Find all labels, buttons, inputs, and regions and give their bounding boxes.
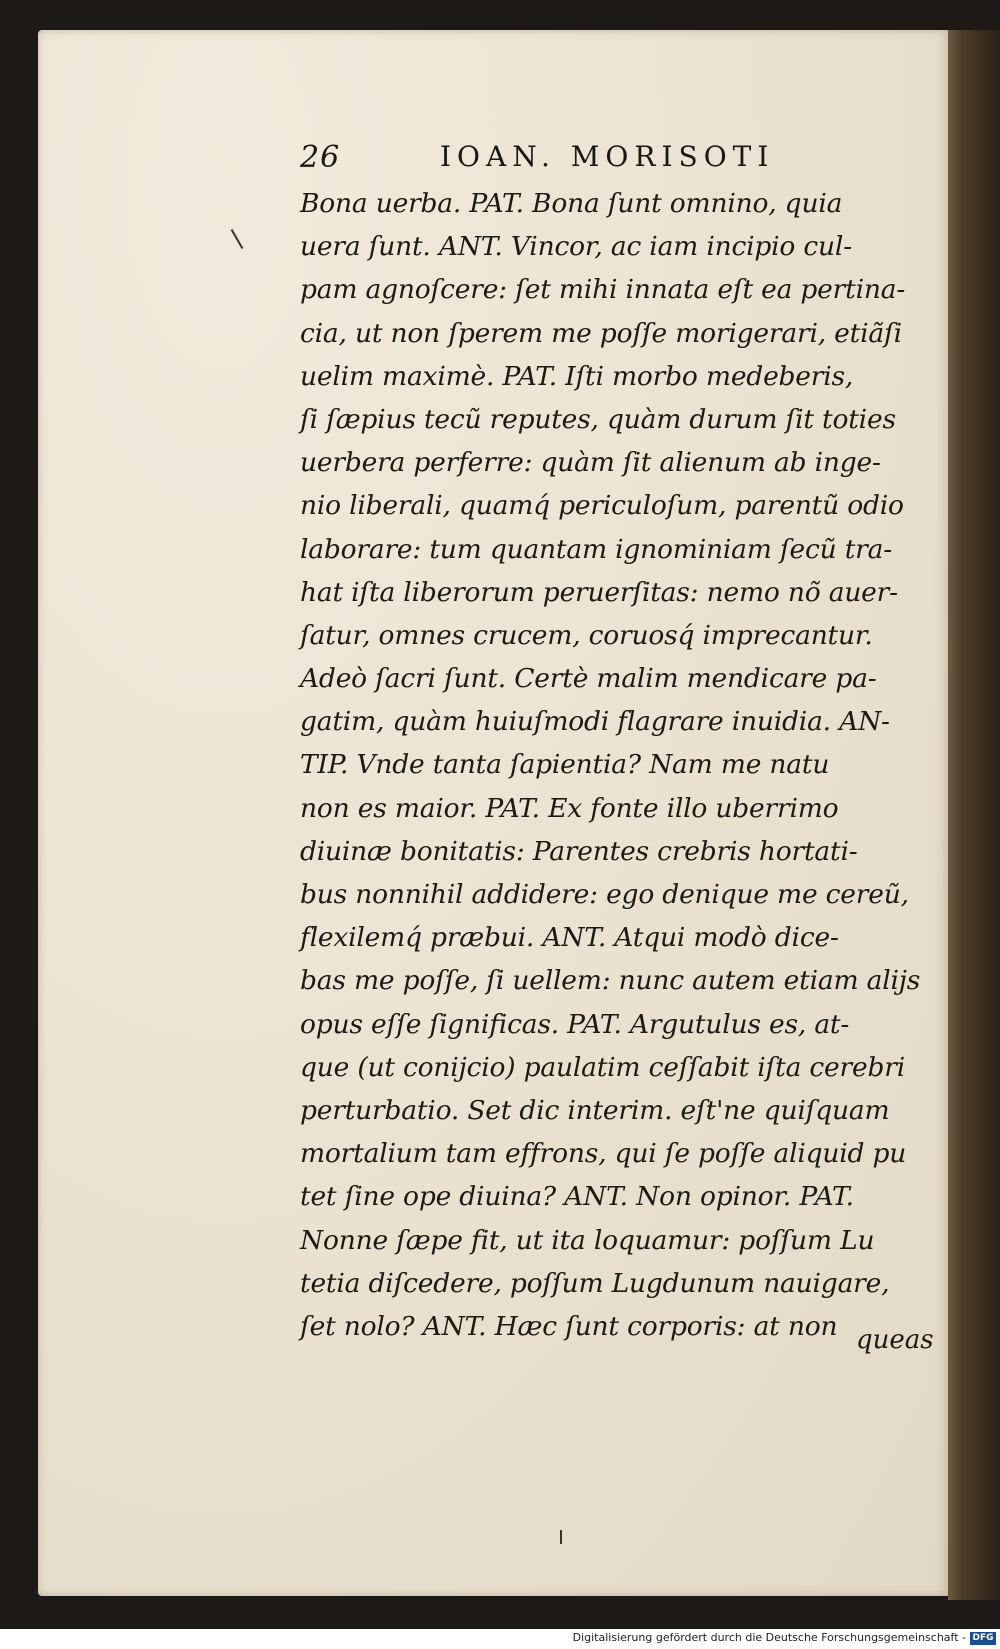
signature-mark bbox=[560, 1530, 562, 1544]
funding-credit: Digitalisierung gefördert durch die Deutsche Forschungsgemeinschaft - bbox=[572, 1631, 966, 1644]
text-line: Nonne ſæpe fit, ut ita loquamur: poſſum Lu bbox=[300, 1224, 875, 1256]
text-line: gatim, quàm huiuſmodi flagrare inuidia. AN- bbox=[300, 706, 890, 738]
text-line: opus eſſe ſignificas. PAT. Argutulus es, at- bbox=[300, 1008, 850, 1040]
dfg-logo-icon: DFG bbox=[970, 1632, 996, 1645]
catchword: queas bbox=[856, 1325, 934, 1355]
running-title: IOAN. MORISOTI bbox=[440, 140, 775, 173]
text-line: que (ut conijcio) paulatim ceſſabit iſta cerebri bbox=[300, 1051, 905, 1083]
text-line: tetia diſcedere, poſſum Lugdunum nauigare, bbox=[300, 1267, 890, 1299]
text-line: bas me poſſe, ſi uellem: nunc autem etiam alijs bbox=[300, 965, 921, 997]
text-line: ſi ſæpius tecũ reputes, quàm durum ſit toties bbox=[300, 403, 896, 435]
text-line: nio liberali, quamq́ periculoſum, parentũ odio bbox=[300, 490, 904, 522]
page-edge bbox=[948, 30, 1000, 1600]
text-line: bus nonnihil addidere: ego denique me cereũ, bbox=[300, 879, 909, 910]
running-head bbox=[300, 140, 820, 180]
text-line: cia, ut non ſperem me poſſe morigerari, etiãſi bbox=[300, 317, 902, 349]
text-line: Adeò ſacri ſunt. Certè malim mendicare pa- bbox=[300, 663, 877, 695]
text-line: uelim maximè. PAT. Iſti morbo medeberis, bbox=[300, 360, 854, 392]
footer-bar bbox=[0, 1629, 1000, 1649]
text-line: Bona uerba. PAT. Bona ſunt omnino, quia bbox=[300, 188, 843, 219]
text-line: uera ſunt. ANT. Vincor, ac iam incipio cul- bbox=[300, 231, 852, 263]
text-line: laborare: tum quantam ignominiam ſecũ tra- bbox=[300, 533, 892, 565]
text-line: flexilemq́ præbui. ANT. Atqui modò dice- bbox=[300, 922, 839, 954]
text-line: TIP. Vnde tanta ſapientia? Nam me natu bbox=[300, 749, 830, 781]
text-line: non es maior. PAT. Ex fonte illo uberrimo bbox=[300, 792, 839, 824]
text-line: mortalium tam effrons, qui ſe poſſe aliquid pu bbox=[300, 1138, 907, 1170]
text-line: ſet nolo? ANT. Hæc ſunt corporis: at non bbox=[300, 1310, 838, 1342]
page-number: 26 bbox=[300, 140, 341, 175]
text-line: uerbera perferre: quàm ſit alienum ab inge- bbox=[300, 447, 881, 479]
text-line: hat iſta liberorum peruerſitas: nemo nõ auer- bbox=[300, 576, 898, 608]
text-line: ſatur, omnes crucem, coruosq́ imprecantur. bbox=[300, 619, 873, 651]
text-line: diuinæ bonitatis: Parentes crebris hortati- bbox=[300, 835, 858, 867]
text-line: pam agnoſcere: ſet mihi innata eſt ea pertina- bbox=[300, 274, 906, 306]
text-line: tet ſine ope diuina? ANT. Non opinor. PAT. bbox=[300, 1181, 854, 1213]
text-line: perturbatio. Set dic interim. eſt'ne quiſquam bbox=[300, 1094, 890, 1126]
